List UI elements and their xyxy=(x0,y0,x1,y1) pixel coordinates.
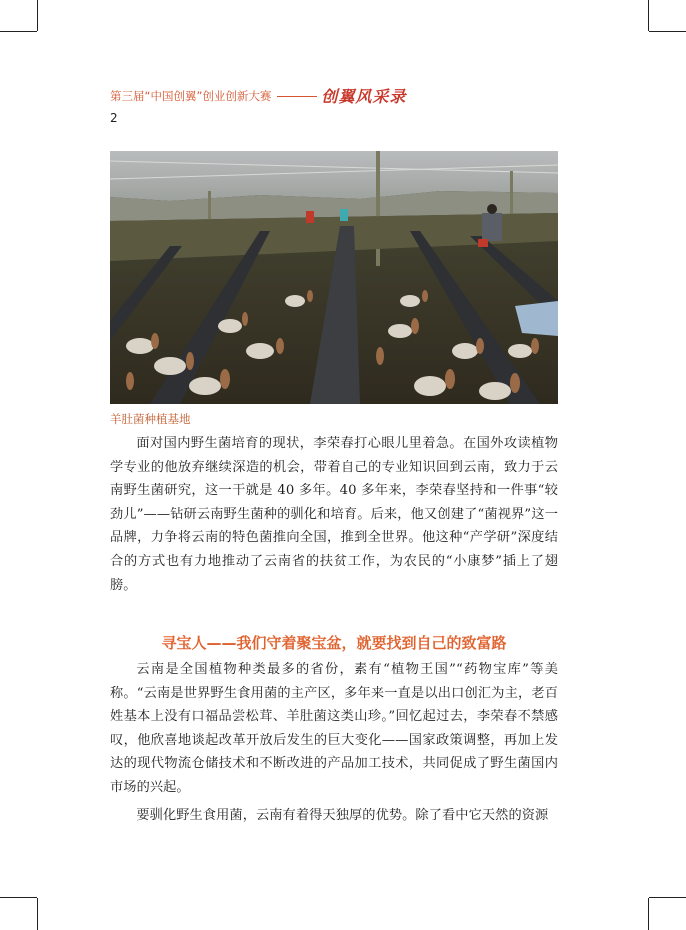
crop-mark-top-left-vertical xyxy=(37,0,38,31)
crop-mark-bottom-left-horizontal xyxy=(0,897,37,898)
crop-mark-top-right-horizontal xyxy=(649,31,686,32)
photo-caption: 羊肚菌种植基地 xyxy=(110,412,191,426)
morel-farm-photo xyxy=(110,151,558,404)
crop-mark-bottom-left-vertical xyxy=(37,898,38,930)
running-header xyxy=(110,84,570,106)
body-paragraph-2: 云南是全国植物种类最多的省份，素有“植物王国”“药物宝库”等美称。“云南是世界野生食用菌的主产区，多年来一直是以出口创汇为主，老百姓基本上没有口福品尝松茸、羊肚菌这类山珍。”回忆起过去，李荣春不禁感叹，他欣喜地谈起改革开放后发生的巨大变化——国家政策调整，再加上发达的现代物流仓储技术和不断改进的产品加工技术，共同促成了野生菌国内市场的兴起。 xyxy=(110,662,558,795)
page-number: 2 xyxy=(110,111,118,125)
crop-mark-top-right-vertical xyxy=(648,0,649,31)
running-header-title: 第三届“中国创翼”创业创新大赛 xyxy=(110,89,272,103)
crop-mark-bottom-right-vertical xyxy=(648,898,649,930)
header-rule xyxy=(277,96,317,97)
crop-mark-top-left-horizontal xyxy=(0,31,37,32)
crop-mark-bottom-right-horizontal xyxy=(649,897,686,898)
body-paragraph-3: 要驯化野生食用菌，云南有着得天独厚的优势。除了看中它天然的资源 xyxy=(136,808,549,823)
body-paragraph-1: 面对国内野生菌培育的现状，李荣春打心眼儿里着急。在国外攻读植物学专业的他放弃继续深造的机会，带着自己的专业知识回到云南，致力于云南野生菌研究，这一干就是 40 多年。40 多年来，李荣春坚持和一件事“较劲儿”——钻研云南野生菌种的驯化和培育。后来，他又创建了“菌视界”这一品牌，力争将云南的特色菌推向全国，推到全世界。他这种“产学研”深度结合的方式也有力地推动了云南省的扶贫工作，为农民的“小康梦”插上了翅膀。 xyxy=(110,436,558,593)
section-heading: 寻宝人——我们守着聚宝盆，就要找到自己的致富路 xyxy=(161,634,507,652)
running-header-script-title: 创翼风采录 xyxy=(321,87,407,106)
